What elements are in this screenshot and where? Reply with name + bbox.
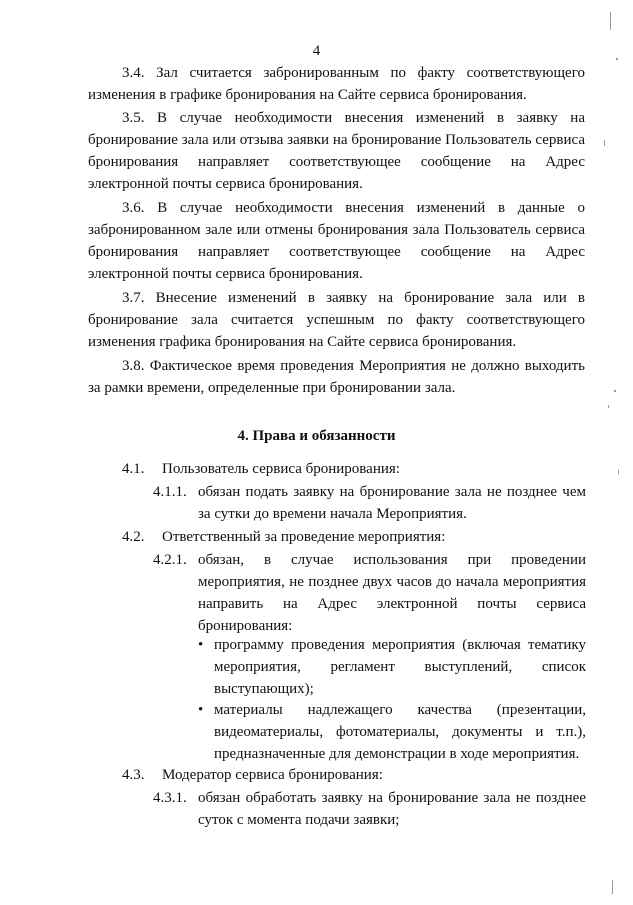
- bullet-text: материалы надлежащего качества (презентации, видеоматериалы, фотоматериалы, документы и т.п.), предназначенные для демонстрации в ходе мероприятия.: [214, 702, 586, 762]
- paragraph-3-5: 3.5. В случае необходимости внесения изменений в заявку на бронирование зала или отзыва заявки на бронирование Пользователь сервиса бронирования направляет соответствующее сообщение на Адрес электронной почты сервиса бронирования.: [88, 110, 585, 192]
- paragraph-3-8: 3.8. Фактическое время проведения Мероприятия не должно выходить за рамки времени, определенные при бронировании зала.: [88, 358, 585, 396]
- item-text: обязан обработать заявку на бронирование зала не позднее суток с момента подачи заявки;: [198, 790, 586, 828]
- bullet-item-program: [198, 634, 586, 700]
- paragraph-3-4: 3.4. Зал считается забронированным по факту соответствующего изменения в графике бронирования на Сайте сервиса бронирования.: [88, 65, 585, 103]
- bullet-text: программу проведения мероприятия (включая тематику мероприятия, регламент выступлений, список выступающих);: [214, 637, 586, 697]
- scan-edge-noise: [596, 0, 628, 905]
- item-4-2-1: [153, 549, 586, 637]
- section-heading: 4. Права и обязанности: [237, 428, 396, 444]
- item-number: 4.2.: [122, 529, 145, 545]
- item-number: 4.3.: [122, 767, 145, 783]
- bullet-icon: •: [198, 702, 204, 718]
- item-text: обязан подать заявку на бронирование зала не позднее чем за сутки до времени начала Мероприятия.: [198, 484, 586, 522]
- paragraph-3-6: 3.6. В случае необходимости внесения изменений в данные о забронированном зале или отмены бронирования зала Пользователь сервиса бронирования направляет соответствующее сообщение на Адрес электронной почты сервиса бронирования.: [88, 200, 585, 282]
- bullet-icon: •: [198, 637, 204, 653]
- item-text: Ответственный за проведение мероприятия:: [162, 529, 446, 545]
- item-4-3-1: [153, 787, 586, 831]
- item-4-1-1: [153, 481, 586, 525]
- item-number: 4.2.1.: [153, 552, 187, 568]
- page-number: 4: [312, 43, 321, 59]
- item-text: обязан, в случае использования при проведении мероприятия, не позднее двух часов до начала мероприятия направить на Адрес электронной почты сервиса бронирования:: [198, 552, 586, 634]
- item-text: Пользователь сервиса бронирования:: [162, 461, 400, 477]
- item-number: 4.1.: [122, 461, 145, 477]
- paragraph-3-7: 3.7. Внесение изменений в заявку на бронирование зала или в бронирование зала считается успешным по факту соответствующего изменения графика бронирования на Сайте сервиса бронирования.: [88, 290, 585, 350]
- item-number: 4.3.1.: [153, 790, 187, 806]
- item-text: Модератор сервиса бронирования:: [162, 767, 383, 783]
- item-number: 4.1.1.: [153, 484, 187, 500]
- bullet-item-materials: [198, 699, 586, 765]
